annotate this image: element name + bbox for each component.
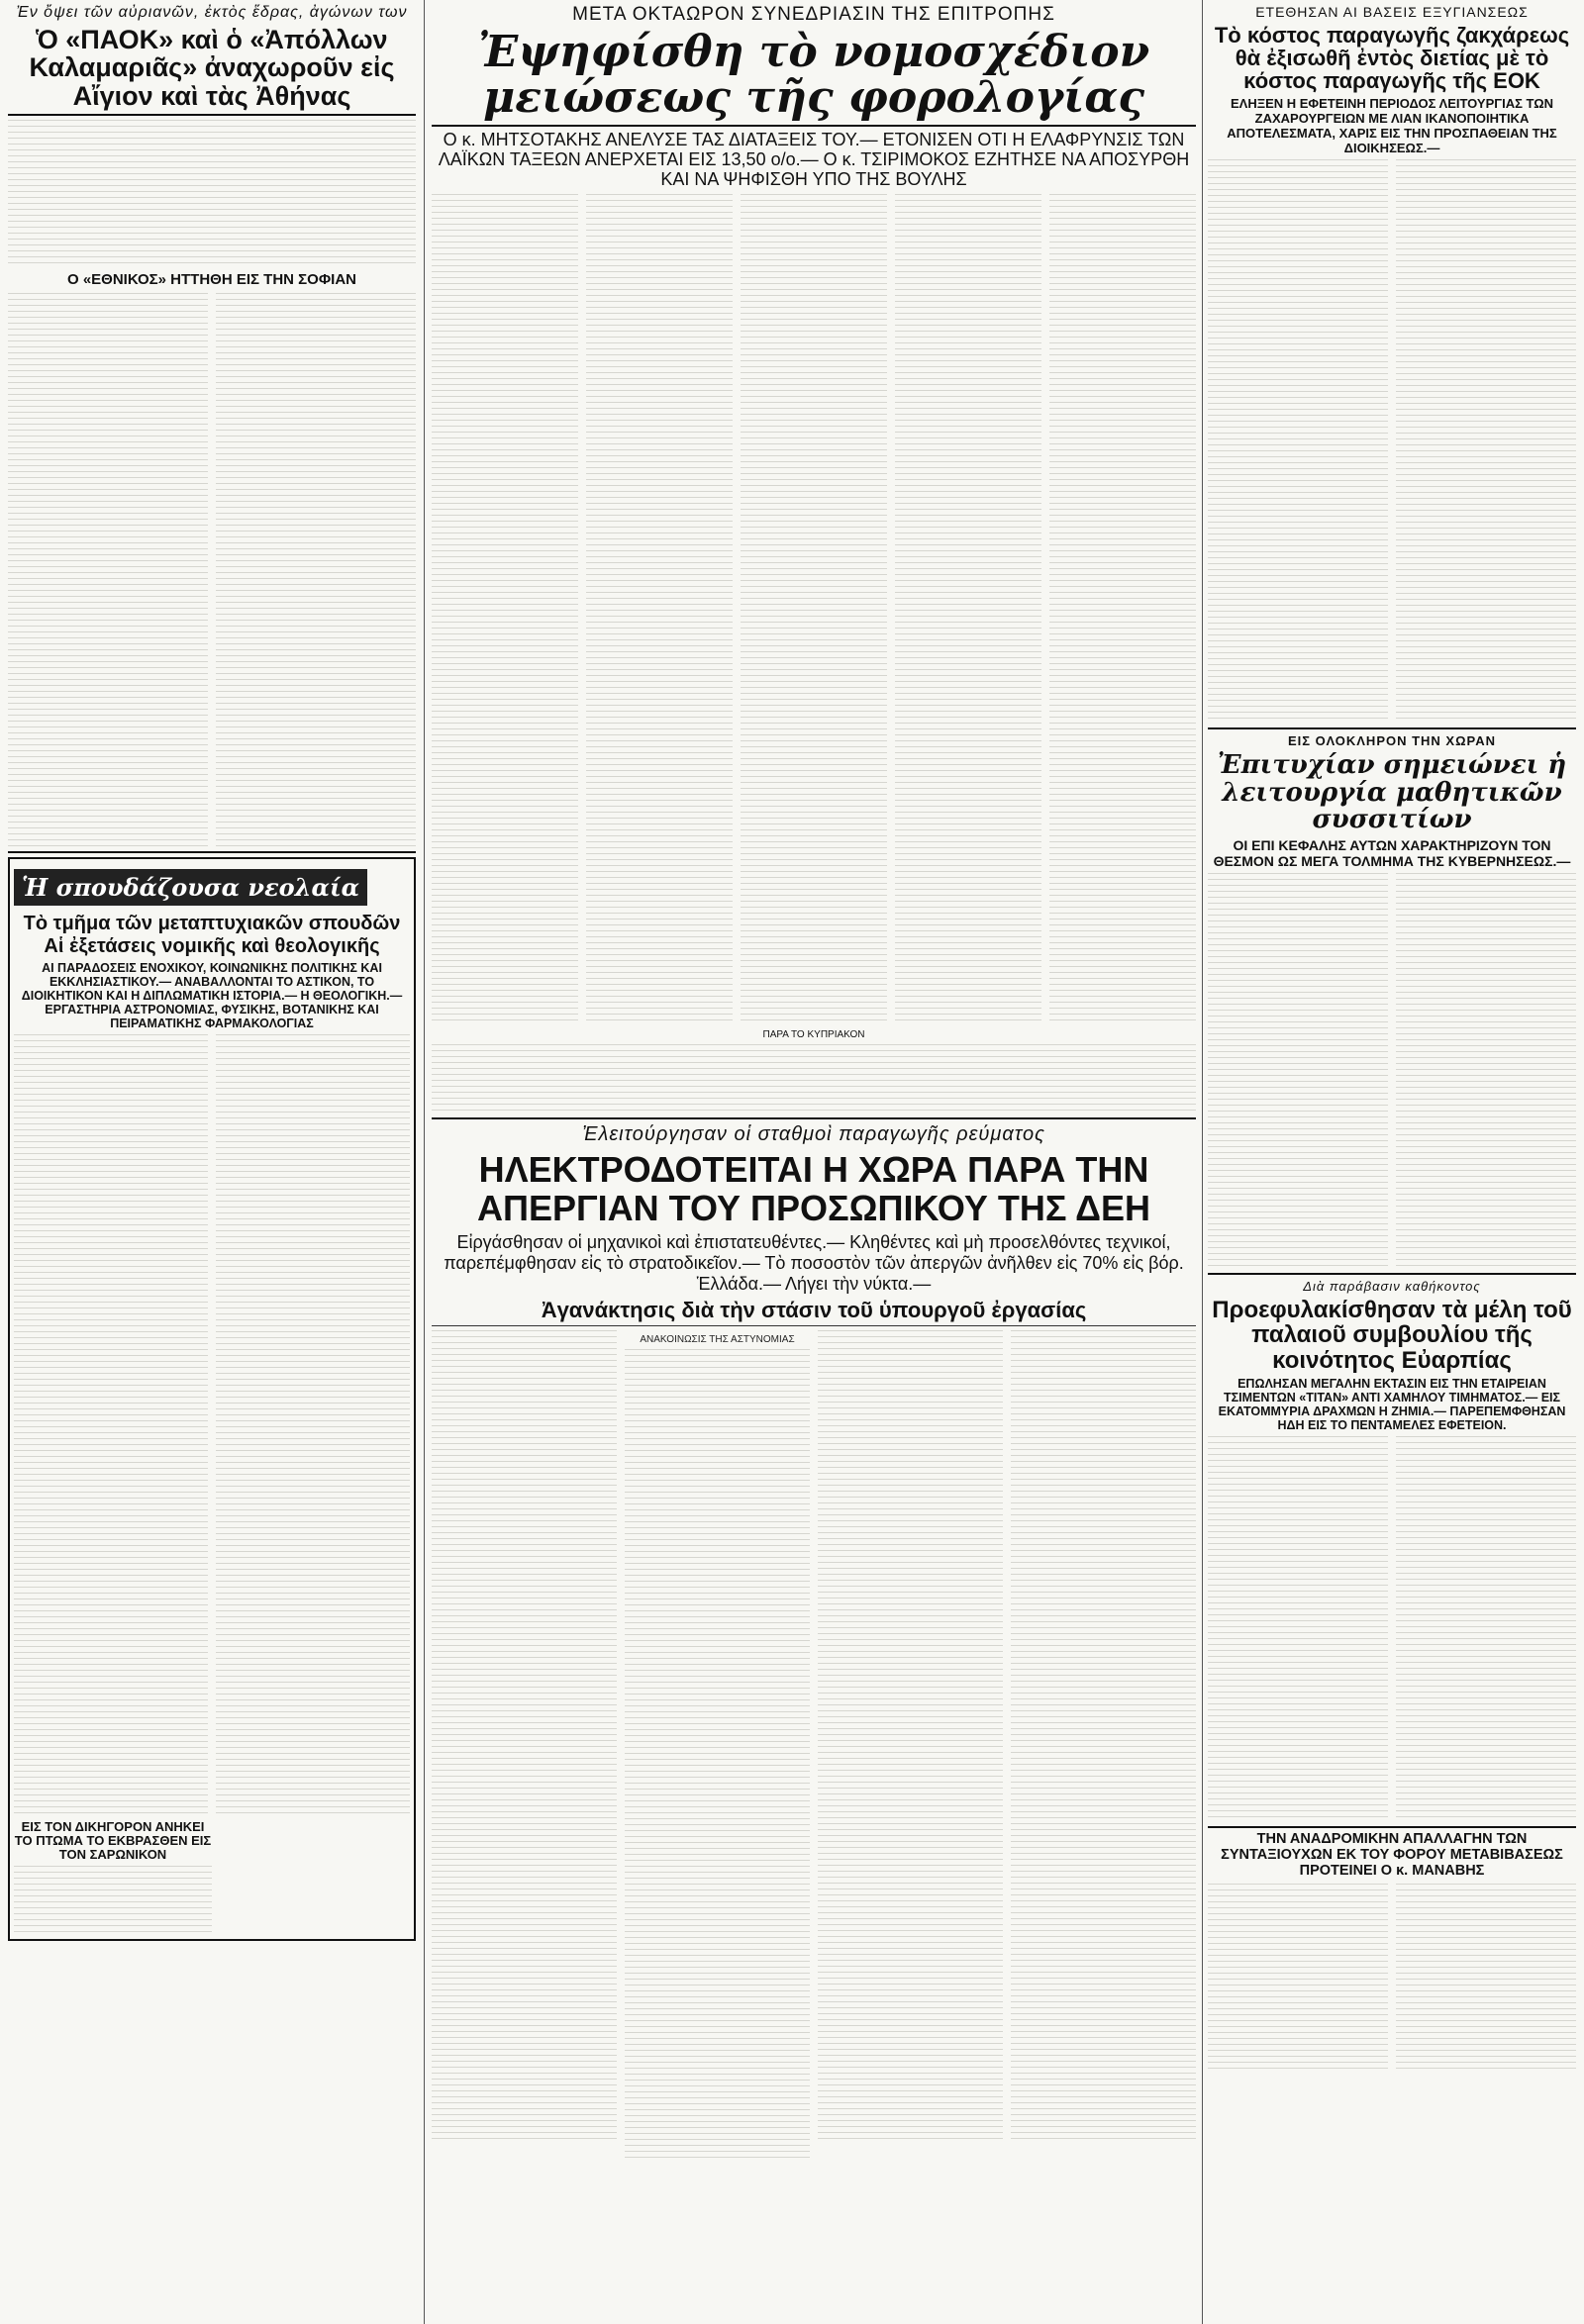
evarpia-subhead: ΕΠΩΛΗΣΑΝ ΜΕΓΑΛΗΝ ΕΚΤΑΣΙΝ ΕΙΣ ΤΗΝ ΕΤΑΙΡΕΙΑΝ ΤΣΙΜΕΝΤΩΝ «ΤΙΤΑΝ» ΑΝΤΙ ΧΑΜΗΛΟΥ ΤΙΜΗΜΑΤΟΣ.— ΕΙΣ ΕΚΑΤΟΜΜΥΡΙΑ ΔΡΑΧΜΩΝ Η ΖΗΜΙΑ.— ΠΑΡΕΠΕΜΦΘΗΣΑΝ ΗΔΗ ΕΙΣ ΤΟ ΠΕΝΤΑΜΕΛΕΣ ΕΦΕΤΕΙΟΝ. [1218,1376,1566,1432]
police-subhead: ΑΝΑΚΟΙΝΩΣΙΣ ΤΗΣ ΑΣΤΥΝΟΜΙΑΣ [640,1334,795,1346]
student-h1: Τὸ τμῆμα τῶν μεταπτυχιακῶν σπουδῶν [23,912,401,934]
sports-columns [8,293,416,847]
right-column [1208,0,1576,2324]
dei-subhead: Εἰργάσθησαν οἱ μηχανικοὶ καὶ ἐπιστατευθέντες.— Κληθέντες καὶ μὴ προσελθόντες τεχνικοί, παρεπέμφθησαν εἰς τὸ στρατοδικεῖον.— Τὸ ποσοστὸν τῶν ἀπεργῶν ἀνῆλθεν εἰς 70% εἰς βόρ. Ἑλλάδα.— Λήγει τὴν νύκτα.— [444,1231,1184,1294]
tax-columns [432,194,1196,1025]
dei-kicker: Ἐλειτούργησαν οἱ σταθμοὶ παραγωγῆς ρεύματος [582,1122,1045,1145]
meals-headline: Ἐπιτυχίαν σημειώνει ἡ λειτουργία μαθητικῶν συσσιτίων [1217,750,1567,834]
left-column [8,0,416,2324]
student-subhead: ΑΙ ΠΑΡΑΔΟΣΕΙΣ ΕΝΟΧΙΚΟΥ, ΚΟΙΝΩΝΙΚΗΣ ΠΟΛΙΤΙΚΗΣ ΚΑΙ ΕΚΚΛΗΣΙΑΣΤΙΚΟΥ.— ΑΝΑΒΑΛΛΟΝΤΑΙ ΤΟ ΑΣΤΙΚΟΝ, ΤΟ ΔΙΟΙΚΗΤΙΚΟΝ ΚΑΙ Η ΔΙΠΛΩΜΑΤΙΚΗ ΙΣΤΟΡΙΑ.— Η ΘΕΟΛΟΓΙΚΗ.— ΕΡΓΑΣΤΗΡΙΑ ΑΣΤΡΟΝΟΜΙΑΣ, ΦΥΣΙΚΗΣ, ΒΟΤΑΝΙΚΗΣ ΚΑΙ ΠΕΙΡΑΜΑΤΙΚΗΣ ΦΑΡΜΑΚΟΛΟΓΙΑΣ [21,960,403,1030]
ethnikos-subhead: Ο «ΕΘΝΙΚΟΣ» ΗΤΤΗΘΗ ΕΙΣ ΤΗΝ ΣΟΦΙΑΝ [67,271,356,289]
dei-columns [432,1330,1196,2142]
center-kicker: ΜΕΤΑ ΟΚΤΑΩΡΟΝ ΣΥΝΕΔΡΙΑΣΙΝ ΤΗΣ ΕΠΙΤΡΟΠΗΣ [572,4,1055,25]
paok-headline: Ὁ «ΠΑΟΚ» καὶ ὁ «Ἀπόλλων Καλαμαριᾶς» ἀναχωροῦν εἰς Αἴγιον καὶ τὰς Ἀθήνας [29,25,395,111]
student-h2: Αἱ ἐξετάσεις νομικῆς καὶ θεολογικῆς [44,934,380,957]
sugar-subhead: ΕΛΗΞΕΝ Η ΕΦΕΤΕΙΝΗ ΠΕΡΙΟΔΟΣ ΛΕΙΤΟΥΡΓΙΑΣ ΤΩΝ ΖΑΧΑΡΟΥΡΓΕΙΩΝ ΜΕ ΛΙΑΝ ΙΚΑΝΟΠΟΙΗΤΙΚΑ ΑΠΟΤΕΛΕΣΜΑΤΑ, ΧΑΡΙΣ ΕΙΣ ΤΗΝ ΠΡΟΣΠΑΘΕΙΑΝ ΤΗΣ ΔΙΟΙΚΗΣΕΩΣ.— [1227,96,1557,156]
sugar-kicker: ΕΤΕΘΗΣΑΝ ΑΙ ΒΑΣΕΙΣ ΕΞΥΓΙΑΝΣΕΩΣ [1255,4,1529,20]
sugar-headline: Τὸ κόστος παραγωγῆς ζακχάρεως θὰ ἐξισωθῆ ἐντὸς διετίας μὲ τὸ κόστος παραγωγῆς τῆς ΕΟΚ [1214,23,1570,94]
meals-kicker: ΕΙΣ ΟΛΟΚΛΗΡΟΝ ΤΗΝ ΧΩΡΑΝ [1287,733,1497,749]
tax-headline: Ἐψηφίσθη τὸ νομοσχέδιον μειώσεως τῆς φορολογίας [477,27,1150,124]
evarpia-kicker: Διὰ παράβασιν καθήκοντος [1303,1279,1481,1295]
divider [8,114,416,116]
pension-headline: ΤΗΝ ΑΝΑΔΡΟΜΙΚΗΝ ΑΠΑΛΛΑΓΗΝ ΤΩΝ ΣΥΝΤΑΞΙΟΥΧΩΝ ΕΚ ΤΟΥ ΦΟΡΟΥ ΜΕΤΑΒΙΒΑΣΕΩΣ ΠΡΟΤΕΙΝΕΙ Ο κ. ΜΑΝΑΒΗΣ [1221,1830,1563,1879]
student-box-title: Ἡ σπουδάζουσα νεολαία [14,869,367,906]
lawyer-headline: ΕΙΣ ΤΟΝ ΔΙΚΗΓΟΡΟΝ ΑΝΗΚΕΙ ΤΟ ΠΤΩΜΑ ΤΟ ΕΚΒΡΑΣΘΕΝ ΕΙΣ ΤΟΝ ΣΑΡΩΝΙΚΟΝ [14,1818,212,1863]
cyprus-subhead: ΠΑΡΑ ΤΟ ΚΥΠΡΙΑΚΟΝ [762,1028,865,1040]
dei-headline: ΗΛΕΚΤΡΟΔΟΤΕΙΤΑΙ Η ΧΩΡΑ ΠΑΡΑ ΤΗΝ ΑΠΕΡΓΙΑΝ ΤΟΥ ΠΡΟΣΩΠΙΚΟΥ ΤΗΣ ΔΕΗ [477,1148,1150,1229]
tax-subhead: Ο κ. ΜΗΤΣΟΤΑΚΗΣ ΑΝΕΛΥΣΕ ΤΑΣ ΔΙΑΤΑΞΕΙΣ ΤΟΥ.— ΕΤΟΝΙΣΕΝ ΟΤΙ Η ΕΛΑΦΡΥΝΣΙΣ ΤΩΝ ΛΑΪΚΩΝ ΤΑΞΕΩΝ ΑΝΕΡΧΕΤΑΙ ΕΙΣ 13,50 ο/ο.— Ο κ. ΤΣΙΡΙΜΟΚΟΣ ΕΖΗΤΗΣΕ ΝΑ ΑΠΟΣΥΡΘΗ ΚΑΙ ΝΑ ΨΗΦΙΣΘΗ ΥΠΟ ΤΗΣ ΒΟΥΛΗΣ [438,130,1190,189]
left-kicker: Ἐν ὄψει τῶν αὐριανῶν, ἐκτὸς ἕδρας, ἀγώνων των [16,4,408,21]
paok-body [8,120,416,268]
meals-subhead: ΟΙ ΕΠΙ ΚΕΦΑΛΗΣ ΑΥΤΩΝ ΧΑΡΑΚΤΗΡΙΖΟΥΝ ΤΟΝ ΘΕΣΜΟΝ ΩΣ ΜΕΓΑ ΤΟΛΜΗΜΑ ΤΗΣ ΚΥΒΕΡΝΗΣΕΩΣ.— [1213,837,1571,870]
student-box [8,857,416,1942]
center-column [432,0,1196,2324]
evarpia-headline: Προεφυλακίσθησαν τὰ μέλη τοῦ παλαιοῦ συμβουλίου τῆς κοινότητος Εὐαρπίας [1212,1297,1572,1374]
dei-subhead2: Ἀγανάκτησις διὰ τὴν στάσιν τοῦ ὑπουργοῦ ἐργασίας [541,1297,1087,1322]
